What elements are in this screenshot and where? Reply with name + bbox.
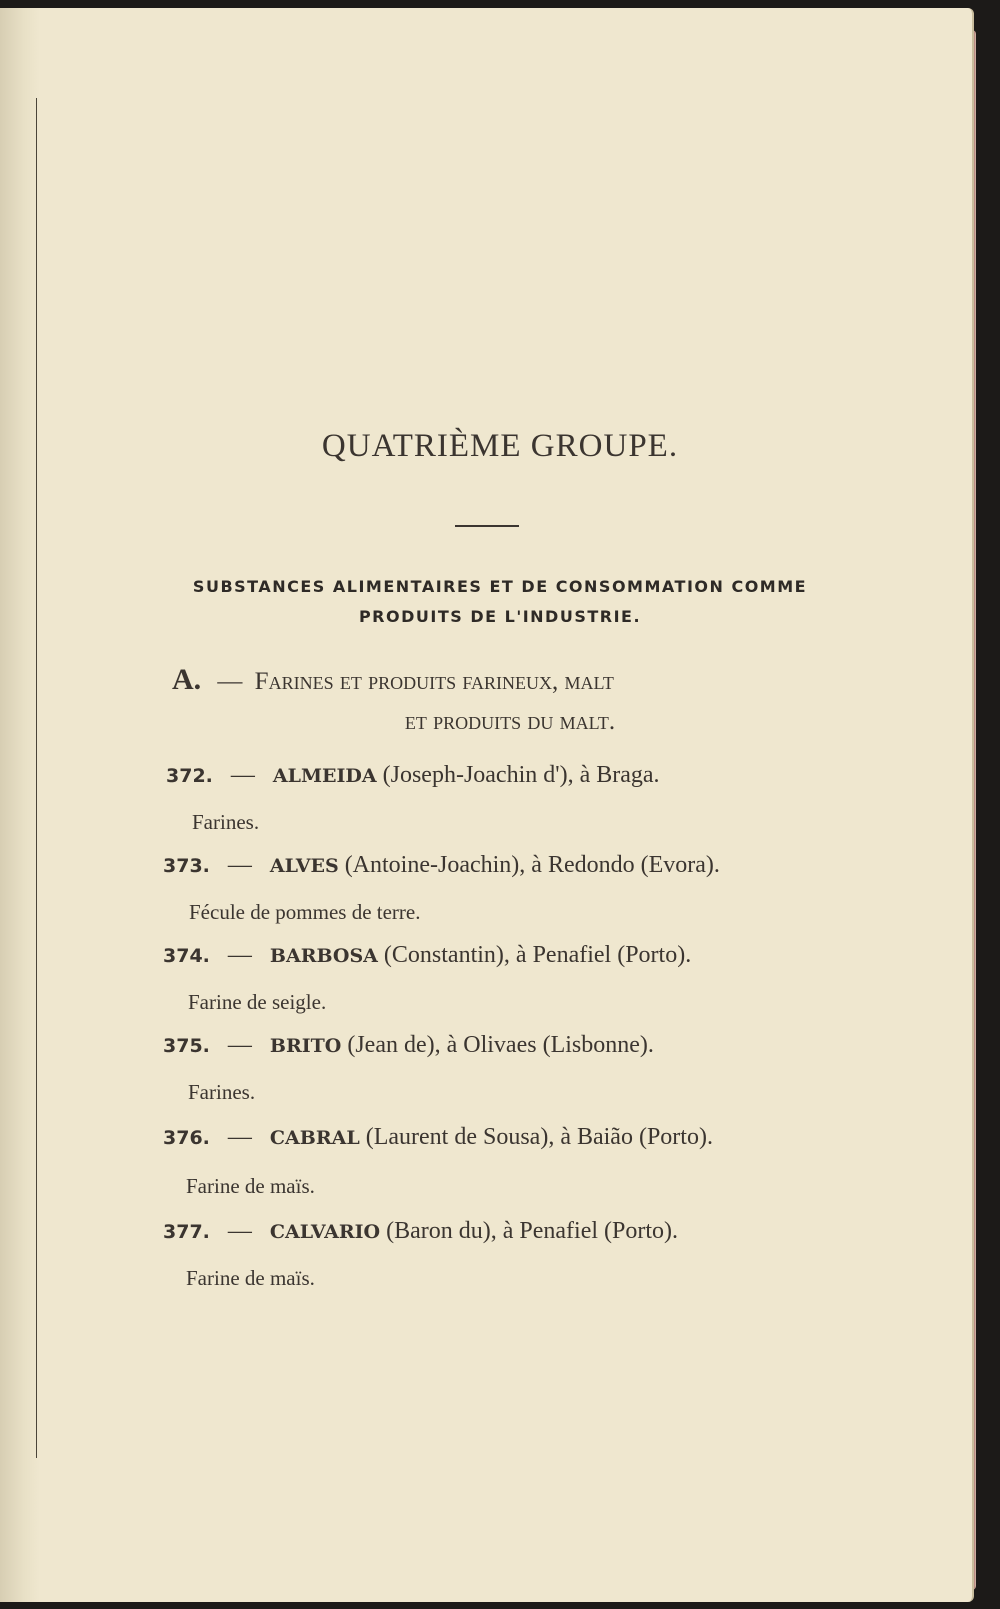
entry-number: 375. <box>163 1035 210 1057</box>
entry-373 <box>163 852 720 879</box>
section-title-line-2: et produits du malt. <box>404 708 616 735</box>
entry-377 <box>163 1218 678 1245</box>
entry-product: Farines. <box>188 1080 256 1104</box>
entry-details: (Constantin), à Penafiel (Porto). <box>383 942 692 968</box>
entry-dash: — <box>227 1124 252 1150</box>
entry-dash: — <box>227 852 252 878</box>
subtitle-line-2: PRODUITS DE L'INDUSTRIE. <box>358 607 642 626</box>
section-letter: A. <box>172 663 202 696</box>
entry-name: CALVARIO <box>269 1221 381 1243</box>
section-title-line-1: Farines et produits farineux, malt <box>254 668 614 695</box>
gutter-line <box>36 98 37 1458</box>
entry-375 <box>163 1032 654 1059</box>
entry-product: Fécule de pommes de terre. <box>189 900 421 924</box>
group-title: QUATRIÈME GROUPE. <box>321 428 679 464</box>
subtitle <box>175 572 825 632</box>
entry-details: (Jean de), à Olivaes (Lisbonne). <box>347 1032 654 1058</box>
entry-product: Farines. <box>192 810 260 834</box>
entry-name: BARBOSA <box>269 945 378 967</box>
entry-number: 377. <box>163 1221 210 1243</box>
section-heading <box>160 660 860 742</box>
entry-name: ALMEIDA <box>272 765 377 787</box>
entry-dash: — <box>230 762 255 788</box>
entry-product: Farine de seigle. <box>188 990 327 1014</box>
entry-number: 374. <box>163 945 210 967</box>
entry-number: 372. <box>166 765 213 787</box>
subtitle-line-1: SUBSTANCES ALIMENTAIRES ET DE CONSOMMATION COMME <box>192 577 808 596</box>
entry-376 <box>163 1124 713 1151</box>
entry-374 <box>163 942 691 969</box>
page-gutter <box>0 8 40 1602</box>
entry-372 <box>166 762 660 789</box>
entry-dash: — <box>227 1218 252 1244</box>
entry-product: Farine de maïs. <box>186 1174 315 1198</box>
entry-name: CABRAL <box>269 1127 360 1149</box>
entry-number: 373. <box>163 855 210 877</box>
entry-details: (Joseph-Joachin d'), à Braga. <box>382 762 660 788</box>
entry-name: BRITO <box>269 1035 342 1057</box>
title-rule <box>455 525 519 527</box>
entry-number: 376. <box>163 1127 210 1149</box>
entry-dash: — <box>227 942 252 968</box>
entry-details: (Antoine-Joachin), à Redondo (Evora). <box>344 852 720 878</box>
section-dash: — <box>217 668 243 695</box>
entry-details: (Baron du), à Penafiel (Porto). <box>386 1218 679 1244</box>
entry-name: ALVES <box>269 855 339 877</box>
entry-product: Farine de maïs. <box>186 1266 315 1290</box>
entry-dash: — <box>227 1032 252 1058</box>
entry-details: (Laurent de Sousa), à Baião (Porto). <box>365 1124 713 1150</box>
book-page <box>0 8 974 1602</box>
